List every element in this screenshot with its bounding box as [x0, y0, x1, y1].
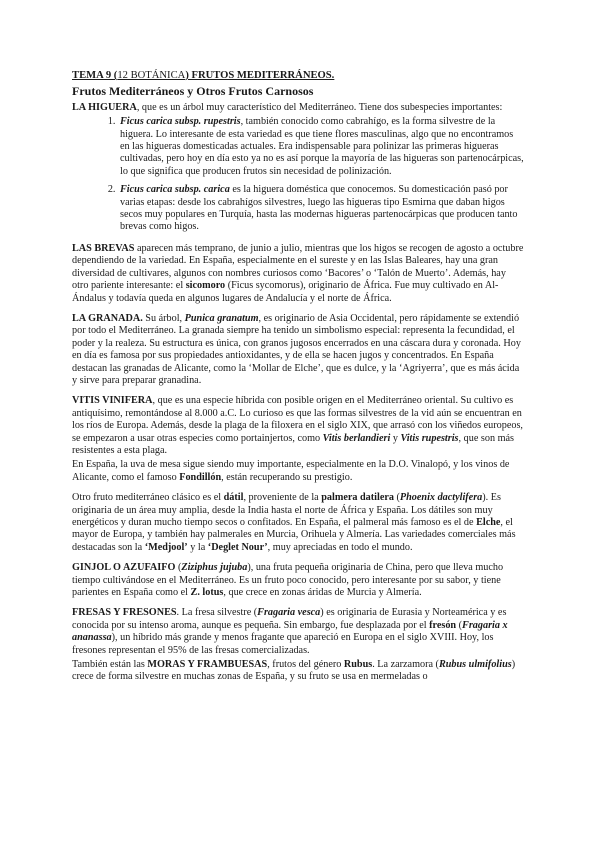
vitis-spain-text: En España, la uva de mesa sigue siendo muy importante, especialmente en la D.O. Vinalopó, y los vinos de Alicante, como el famoso	[72, 459, 510, 483]
ginjol-text: (	[175, 562, 182, 574]
higuera-intro-text: , que es un árbol muy característico del Mediterráneo. Tiene dos subespecies importantes:	[136, 101, 503, 113]
datil-text: , proveniente de la	[243, 492, 322, 504]
datil-text: ). Es originaria de un área muy amplia, desde la India hasta el norte de África y España. Los dátiles son muy energéticos y duran mucho tiempo secos o confitados. En España, el palmeral más famoso es el de	[72, 492, 501, 528]
moras-text: También están las	[72, 659, 148, 671]
fresas-text: . La fresa silvestre (	[176, 607, 258, 619]
brevas-heading: LAS BREVAS	[72, 242, 135, 254]
fondillon-term: Fondillón	[179, 471, 222, 483]
moras-heading: MORAS Y FRAMBUESAS	[147, 659, 268, 671]
fresas-paragraph	[72, 607, 524, 657]
datil-text: y la	[187, 541, 208, 553]
moras-text-end: ) crece de forma silvestre en muchas zonas de España, y su fruto se usa en mermeladas o	[72, 659, 516, 683]
document-title	[72, 70, 524, 82]
list-item	[118, 184, 524, 234]
moras-text: . La zarzamora (	[372, 659, 439, 671]
deglet-nour-term: ‘Deglet Nour’	[207, 541, 268, 553]
rubus-term: Rubus	[343, 659, 373, 671]
vitis-spain-paragraph	[72, 459, 524, 484]
fresas-heading: FRESAS Y FRESONES	[72, 607, 177, 619]
title-tail: ) FRUTOS MEDITERRÁNEOS.	[185, 70, 335, 81]
vitis-rootstock-2: Vitis rupestris	[400, 432, 459, 444]
vitis-connector: y	[390, 432, 401, 444]
granada-text: Su árbol,	[142, 312, 185, 324]
list-item	[118, 116, 524, 178]
title-lead: TEMA 9 (	[72, 70, 118, 81]
subspecies-term: Ficus carica subsp. rupestris	[120, 116, 241, 128]
fresas-text: ) es originaria de Eurasia y Norteamérica y es conocida por su intenso aroma, aunque es pequeña. Sin embargo, fue desplazada por el	[72, 607, 507, 631]
datil-text: Otro fruto mediterráneo clásico es el	[72, 492, 224, 504]
fragaria-ananassa-term: Fragaria x ananassa	[72, 619, 508, 644]
rubus-ulmifolius-term: Rubus ulmifolius	[438, 659, 512, 671]
granada-text-end: , es originario de Asia Occidental, pero rápidamente se extendió por todo el Mediterráneo. La granada siempre ha tenido un simbolismo especial: representa la fecundidad, el poder y la realeza. Su estructura es única, con granos jugosos encerrados en una cáscara dura y coronada. Hoy en día es famosa por sus propiedades antioxidantes, y de ella se hacen jugos y concentrados. En España destacan las granadas de Alicante, como la ‘Mollar de Elche’, que es dulce, y la ‘Agriyerra’, que es más ácida y sirve para preparar granadina.	[72, 312, 521, 386]
elche-term: Elche	[476, 517, 501, 528]
higuera-subspecies-list	[72, 116, 524, 234]
vitis-text: , que es una especie híbrida con posible origen en el Mediterráneo oriental. Su cultivo es antiquísimo, remontándose al 8.000 a.C. Lo curioso es que las formas silvestres de la vid aún se encuentran en los ríos de Europa. Además, desde la plaga de la filoxera en el siglo XIX, que arrasó con los viñedos europeos, se empezaron a usar otras especies como portainjertos, como	[72, 395, 523, 444]
datil-text-end: , muy apreciadas en todo el mundo.	[267, 541, 413, 553]
vitis-heading: VITIS VINIFERA	[72, 395, 153, 407]
sicomoro-term: sicomoro	[185, 280, 226, 292]
granada-scientific-name: Punica granatum	[184, 312, 259, 324]
moras-paragraph	[72, 659, 524, 684]
vitis-rootstock-1: Vitis berlandieri	[322, 432, 391, 444]
subspecies-text: , también conocido como cabrahígo, es la forma silvestre de la higuera. Lo interesante de esta variedad es que tiene flores masculinas, algo que no encontramos en las higueras domesticadas actuales. Era indispensable para polinizar las primeras higueras cultivadas, pero hoy en día esto ya no es así porque la mayoría de las higueras son partenocárpicas, lo que significa que producen frutos sin necesidad de polinización.	[120, 116, 524, 177]
datil-text: , el mayor de Europa, y también hay palmerales en Murcia, Orihuela y Almería. Las variedades comerciales más destacadas son la	[72, 517, 516, 553]
datil-term: dátil	[223, 492, 244, 504]
phoenix-scientific-name: Phoenix dactylifera	[399, 492, 483, 504]
ziziphus-scientific-name: Ziziphus jujuba	[181, 562, 248, 574]
brevas-text: aparecen más temprano, de junio a julio, mientras que los higos se recogen de agosto a octubre dependiendo de la variedad. En España, especialmente en el sureste y en las Islas Baleares, hay una gran diversidad de cultivares, algunos con nombres curiosos como ‘Bacores’ o ‘Talón de Muerto’. Además, hay otro pariente interesante: el	[72, 242, 524, 292]
granada-paragraph	[72, 313, 524, 387]
palmera-term: palmera datilera	[321, 492, 394, 504]
document-page	[72, 70, 524, 692]
ginjol-heading: GINJOL O AZUFAIFO	[72, 562, 176, 574]
ginjol-text-end: , que crece en zonas áridas de Murcia y Almería.	[223, 587, 422, 599]
fresas-text: (	[456, 619, 463, 631]
vitis-spain-text-end: , están recuperando su prestigio.	[221, 471, 353, 483]
subspecies-term: Ficus carica subsp. carica	[120, 184, 230, 196]
higuera-heading: LA HIGUERA	[72, 101, 137, 113]
subspecies-text: es la higuera doméstica que conocemos. Su domesticación pasó por varias etapas: desde los cabrahígos silvestres, luego las higueras tipo Esmirna que daban higos secos muy populares en Turquía, hasta las modernas higueras partenocárpicas que producen tanto brevas como higos.	[120, 184, 518, 233]
fragaria-vesca-term: Fragaria vesca	[257, 607, 321, 619]
granada-heading: LA GRANADA.	[72, 312, 143, 324]
datil-text: (	[393, 492, 400, 504]
ginjol-paragraph	[72, 562, 524, 599]
freson-term: fresón	[429, 619, 457, 631]
higuera-intro	[72, 102, 524, 114]
z-lotus-term: Z. lotus	[190, 587, 224, 599]
title-subject: 12 BOTÁNICA	[117, 70, 186, 81]
vitis-text-end: , que son más resistentes a esta plaga.	[72, 432, 514, 456]
brevas-text-end: (Ficus sycomorus), originario de África. Fue muy cultivado en Al-Ándalus y todavía queda en algunos lugares de Andalucía y el norte de África.	[72, 280, 499, 304]
moras-text: , frutos del género	[267, 659, 344, 671]
document-subtitle: Frutos Mediterráneos y Otros Frutos Carnosos	[72, 84, 314, 99]
ginjol-text: ), una fruta pequeña originaria de China, pero que lleva mucho tiempo cultivándose en el Mediterráneo. Es un fruto poco conocido, pero interesante por su sabor, y tiene parientes en España como el	[72, 562, 504, 599]
datil-paragraph	[72, 492, 524, 554]
vitis-paragraph	[72, 395, 524, 457]
medjool-term: ‘Medjool’	[144, 541, 188, 553]
brevas-paragraph	[72, 243, 524, 305]
fresas-text-end: ), un híbrido más grande y menos fragante que apareció en Europa en el siglo XVIII. Hoy, los fresones representan el 95% de las fresas comercializadas.	[72, 632, 494, 656]
